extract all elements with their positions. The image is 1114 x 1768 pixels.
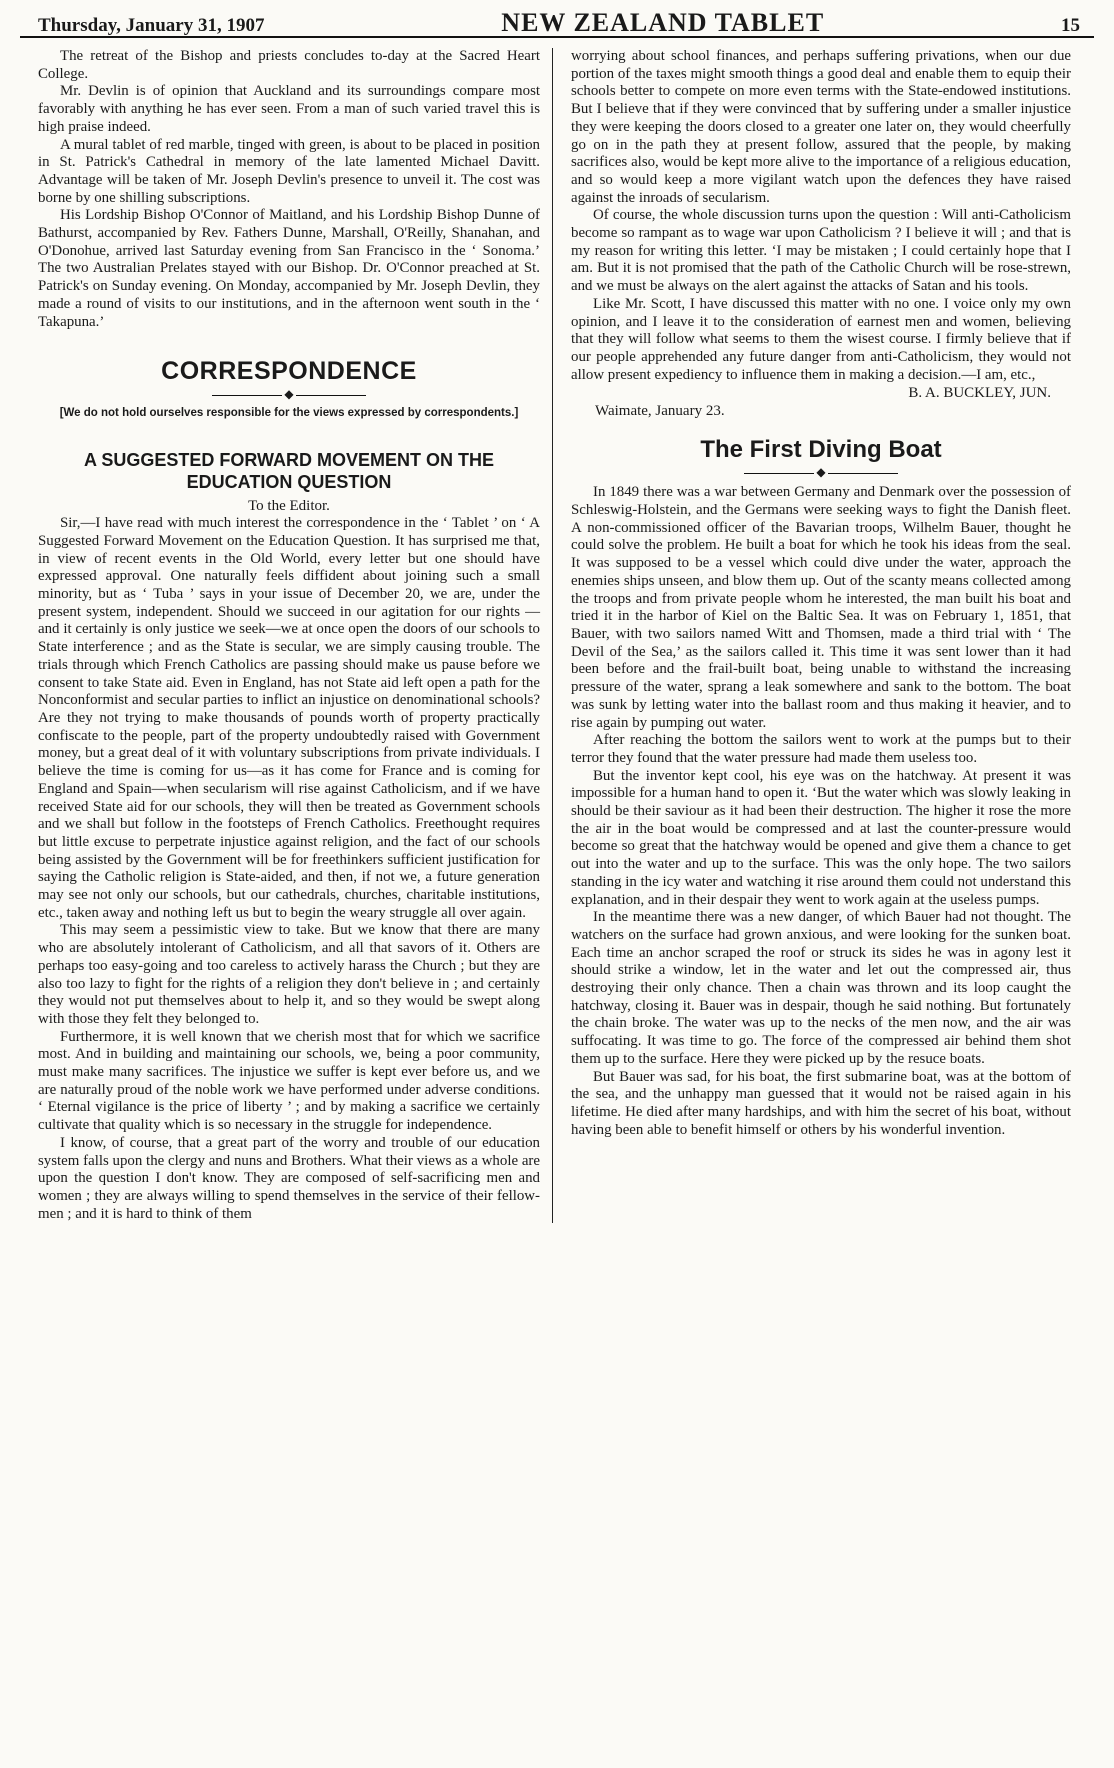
article-paragraph: But Bauer was sad, for his boat, the first submarine boat, was at the bottom of the sea, and the unhappy man guessed that it would not be raised again in his lifetime. He died after many hardships, and with him the secret of his boat, without having been able to benefit himself or others by his wonderful invention. xyxy=(571,1068,1071,1138)
letter-paragraph: Furthermore, it is well known that we cherish most that for which we sacrifice most. And in building and maintaining our schools, we, being a poor community, must make many sacrifices. The injustice we suffer is kept ever before us, and we are naturally proud of the noble work we have performed under adverse conditions. ‘ Eternal vigilance is the price of liberty ’ ; and by making a sacrifice we certainly cultivate that quality which is so necessary in the struggle for independence. xyxy=(38,1028,540,1134)
article-paragraph: In 1849 there was a war between Germany and Denmark over the possession of Schleswig-Holstein, and the Germans were seeking ways to fight the Danish fleet. A non-commissioned officer of the Bavarian troops, Wilhelm Bauer, thought he could solve the problem. He built a boat for which he took his ideas from the seal. It was supposed to be a vessel which could dive under the water, approach the enemies ships unseen, and blow them up. Out of the scanty means collected among the troops and from private people whom he interested, the man built his boat and tried it in the harbor of Kiel on the Baltic Sea. It was on February 1, 1851, that Bauer, with two sailors named Witt and Thomsen, made a third trial with ‘ The Devil of the Sea,’ as the sailors called it. This time it was sent lower than it had been before and the frail-built boat, being unable to withstand the increasing pressure of the water, sprang a leak somewhere and sank to the bottom. The boat was sunk by letting water into the ballast room and thus making it heavier, and to rise again by pumping out water. xyxy=(571,484,1071,731)
article-title-diving-boat: The First Diving Boat xyxy=(700,436,942,464)
page-number: 15 xyxy=(1060,15,1080,36)
right-column xyxy=(555,48,1085,1223)
column-divider xyxy=(552,48,553,1223)
masthead xyxy=(20,8,1094,38)
letter-paragraph: This may seem a pessimistic view to take. But we know that there are many who are absolutely intolerant of Catholicism, and all that savors of it. Others are perhaps too easy-going and too careless to actively harass the Church ; but they are also too lazy to fight for the rights of a religion they don't believe in ; and certainly they would not put themselves about to help it, and so they would be swept along with those they felt they belonged to. xyxy=(38,922,540,1027)
section-ornament: ◆ xyxy=(38,388,540,400)
letter-paragraph: worrying about school finances, and perhaps suffering privations, when our due portion of the taxes might smooth things a good deal and enable them to equip their schools better to compete on more even terms with the State-endowed institutions. But I believe that if they were convinced that by suffering under a smaller injustice they were keeping the doors closed to a greater one later on, they would cheerfully go on in the path they at present follow, assured that the people, by making sacrifices also, would be kept more alive to the importance of a religious education, and so would keep a more vigilant watch upon the defences they have raised against the inroads of secularism. xyxy=(571,48,1071,206)
letter-place-date: Waimate, January 23. xyxy=(595,403,725,420)
news-paragraph: The retreat of the Bishop and priests concludes to-day at the Sacred Heart College. xyxy=(38,48,540,82)
editorial-disclaimer: [We do not hold ourselves responsible for the views expressed by correspondents.] xyxy=(59,407,519,420)
section-ornament: ◆ xyxy=(571,466,1071,478)
article-paragraph: After reaching the bottom the sailors went to work at the pumps but to their terror they found that the water pressure had made them useless too. xyxy=(571,732,1071,766)
letter-paragraph: Of course, the whole discussion turns upon the question : Will anti-Catholicism become so rampant as to wage war upon Catholicism ? I believe it will ; and that is my reason for writing this letter. ‘I may be mistaken ; I could certainly hope that I am. But it is not promised that the path of the Catholic Church will be rose-strewn, and we must be always on the alert against the attacks of Satan and his tools. xyxy=(571,207,1071,295)
section-title-correspondence: CORRESPONDENCE xyxy=(161,357,417,386)
publication-title: NEW ZEALAND TABLET xyxy=(501,8,825,37)
news-paragraph: His Lordship Bishop O'Connor of Maitland, and his Lordship Bishop Dunne of Bathurst, accompanied by Rev. Fathers Dunne, Marshall, O'Reilly, Shanahan, and O'Donohue, arrived last Saturday evening from San Francisco in the ‘ Sonoma.’ The two Australian Prelates stayed with our Bishop. Dr. O'Connor preached at St. Patrick's on Sunday evening. On Monday, accompanied by Mr. Joseph Devlin, they made a round of visits to our institutions, and in the afternoon went south in the ‘ Takapuna.’ xyxy=(38,207,540,330)
columns xyxy=(20,48,1094,1223)
left-column xyxy=(20,48,550,1223)
article-title: A SUGGESTED FORWARD MOVEMENT ON THE EDUCATION QUESTION xyxy=(83,450,495,493)
article-paragraph: In the meantime there was a new danger, of which Bauer had not thought. The watchers on the surface had grown anxious, and were looking for the sunken boat. Each time an anchor scraped the roof or struck its sides he was in agony lest it should strike a window, let in the water and let out the compressed air, thus destroying their only chance. Then a chain was thrown and its loop caught the hatchway, closing it. Bauer was in despair, though he said nothing. But fortunately the chain broke. The water was up to the necks of the men now, and the air was suffocating. It was time to go. The force of the compressed air behind them shot them up to the surface. Here they were picked up by the resuce boats. xyxy=(571,909,1071,1067)
letter-signature: B. A. BUCKLEY, JUN. xyxy=(908,385,1051,402)
letter-paragraph: Sir,—I have read with much interest the correspondence in the ‘ Tablet ’ on ‘ A Suggested Forward Movement on the Education Question. It has surprised me that, in view of recent events in the Old World, every letter but one should have expressed approval. One naturally feels diffident about joining such a small minority, but as ‘ Tuba ’ says in your issue of December 20, we are, under the present system, independent. Should we succeed in our agitation for our rights —and it certainly is only justice we seek—we at once open the doors of our schools to State interference ; and as the State is secular, we are simply causing trouble. The trials through which French Catholics are passing should make us pause before we consent to take State aid. Even in England, has not State aid left open a path for the Nonconformist and secular parties to inflict an injustice on denominational schools? Are they not trying to make thousands of pounds worth of property practically confiscate to the people, part of the property undoubtedly raised with Government money, but a great deal of it with voluntary subscriptions from private individuals. I believe the time is coming for us—as it has come for France and is coming for England and Spain—when secularism will rise against Catholicism, and if we have received State aid for our schools, they will then be treated as Government schools and we shall but follow in the footsteps of French Catholics. Freethought requires but little excuse to perpetrate injustice against religion, and the fact of our schools being assisted by the Government will be for freethinkers sufficient justification for saying the Catholic religion is State-aided, and then, if not we, a future generation may see not only our schools, but our cathedrals, churches, charitable institutions, etc., taken away and nothing left us but to begin the weary struggle all over again. xyxy=(38,515,540,921)
issue-date: Thursday, January 31, 1907 xyxy=(38,15,265,36)
letter-paragraph: Like Mr. Scott, I have discussed this matter with no one. I voice only my own opinion, and I leave it to the consideration of earnest men and women, believing that they will follow what seems to them the wisest course. I firmly believe that if our people apprehended any future danger from anti-Catholicism, they would not allow present expediency to influence them in making a decision.—I am, etc., xyxy=(571,295,1071,383)
letter-salutation: To the Editor. xyxy=(248,498,330,515)
article-paragraph: But the inventor kept cool, his eye was on the hatchway. At present it was impossible for a human hand to open it. ‘But the water which was slowly leaking in should be their saviour as it had been their destruction. The higher it rose the more the air in the boat would be compressed and at last the counter-pressure would become so great that the hatchway would be opened and give them a chance to get out into the water and up to the surface. This was the only hope. The two sailors standing in the icy water and watching it rise around them could not understand this explanation, and in their despair they went to work again at the useless pumps. xyxy=(571,767,1071,908)
news-paragraph: Mr. Devlin is of opinion that Auckland and its surroundings compare most favorably with anything he has ever seen. From a man of such varied travel this is high praise indeed. xyxy=(38,83,540,135)
letter-paragraph: I know, of course, that a great part of the worry and trouble of our education system falls upon the clergy and nuns and Brothers. What their views as a whole are upon the question I don't know. They are composed of self-sacrificing men and women ; they are always willing to spend themselves in the service of their fellow-men ; and it is hard to think of them xyxy=(38,1134,540,1222)
news-paragraph: A mural tablet of red marble, tinged with green, is about to be placed in position in St. Patrick's Cathedral in memory of the late lamented Michael Davitt. Advantage will be taken of Mr. Joseph Devlin's presence to unveil it. The cost was borne by one shilling subscriptions. xyxy=(38,136,540,206)
